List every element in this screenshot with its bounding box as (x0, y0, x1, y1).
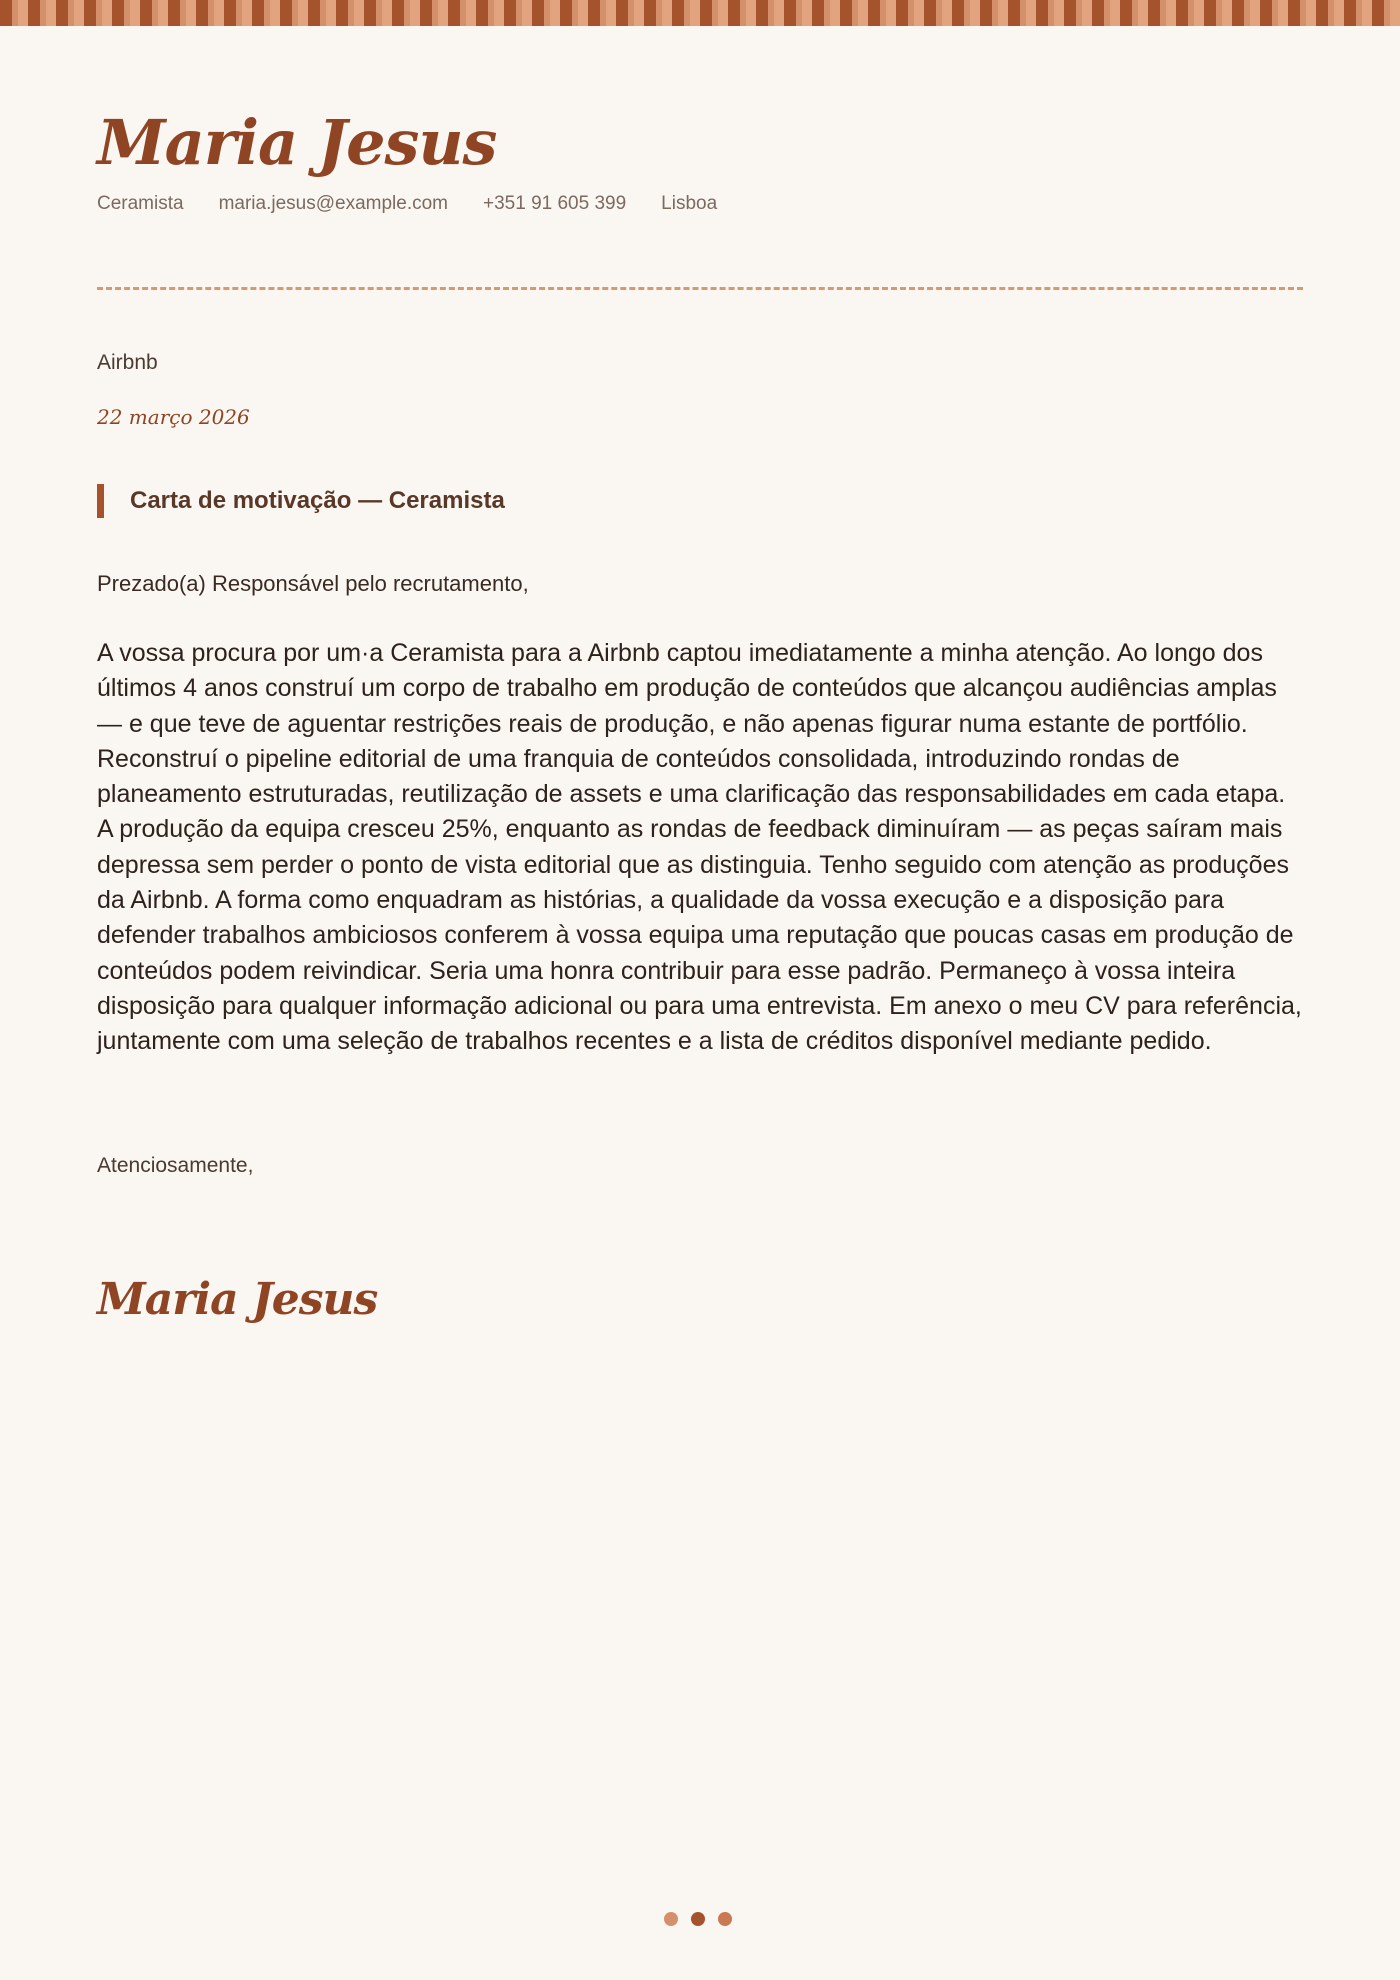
pagination-dot (691, 1912, 705, 1926)
contact-title: Ceramista (97, 193, 184, 214)
letter-body: A vossa procura por um·a Ceramista para a Airbnb captou imediatamente a minha atenção. Ao longo dos últimos 4 anos construí um corpo de trabalho em produção de conteúdos que alcançou audiências amplas — e que teve de aguentar restrições reais de produção, e não apenas figurar numa estante de portfólio. Reconstruí o pipeline editorial de uma franquia de conteúdos consolidada, introduzindo rondas de planeamento estruturadas, reutilização de assets e uma clarificação das responsabilidades em cada etapa. A produção da equipa cresceu 25%, enquanto as rondas de feedback diminuíram — as peças saíram mais depressa sem perder o ponto de vista editorial que as distinguia. Tenho seguido com atenção as produções da Airbnb. A forma como enquadram as histórias, a qualidade da vossa execução e a disposição para defender trabalhos ambiciosos conferem à vossa equipa uma reputação que poucas casas em produção de conteúdos podem reivindicar. Seria uma honra contribuir para esse padrão. Permaneço à vossa inteira disposição para qualquer informação adicional ou para uma entrevista. Em anexo o meu CV para referência, juntamente com uma seleção de trabalhos recentes e a lista de créditos disponível mediante pedido. (97, 639, 1302, 1056)
pagination-dot (664, 1912, 678, 1926)
signature: Maria Jesus (97, 1274, 378, 1325)
contact-location: Lisboa (661, 193, 718, 214)
contact-row (97, 192, 717, 216)
pagination-dots (664, 1912, 732, 1926)
contact-phone: +351 91 605 399 (483, 193, 627, 214)
dashed-divider (97, 287, 1303, 290)
contact-email: maria.jesus@example.com (218, 193, 448, 214)
letter-subject: Carta de motivação — Ceramista (97, 484, 505, 518)
decorative-top-band (0, 0, 1400, 26)
letter-date: 22 março 2026 (97, 405, 250, 429)
closing: Atenciosamente, (97, 1154, 254, 1177)
pagination-dot (718, 1912, 732, 1926)
sender-name: Maria Jesus (97, 106, 497, 179)
recipient: Airbnb (97, 351, 158, 374)
salutation: Prezado(a) Responsável pelo recrutamento, (97, 571, 529, 596)
